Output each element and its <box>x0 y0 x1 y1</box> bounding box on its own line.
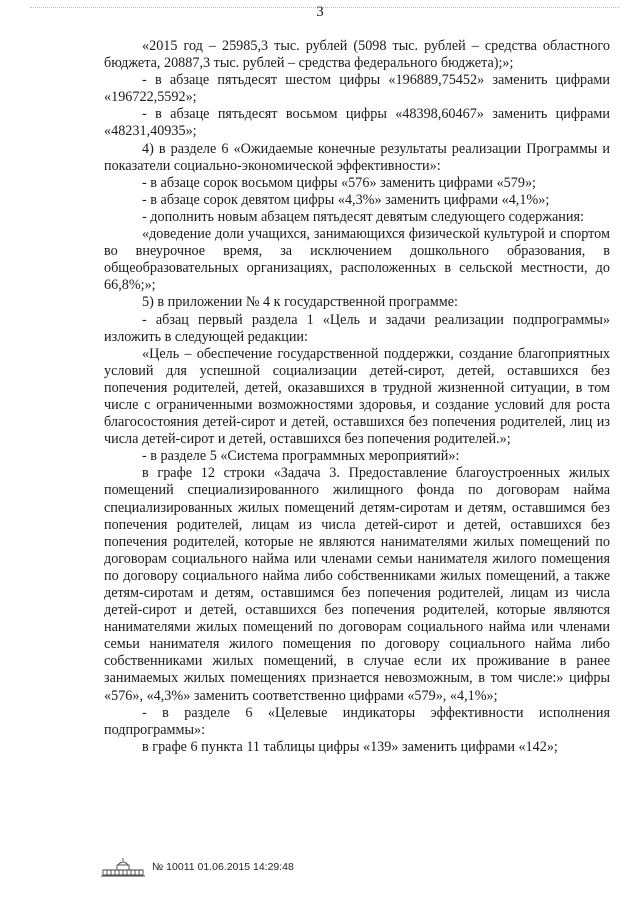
paragraph: - абзац первый раздела 1 «Цель и задачи реализации подпрограммы» изложить в следующей редакции: <box>104 311 610 345</box>
paragraph: 5) в приложении № 4 к государственной программе: <box>142 294 458 311</box>
paragraph: - в абзаце пятьдесят восьмом цифры «48398,60467» заменить цифрами «48231,40935»; <box>104 106 610 140</box>
paragraph: в графе 6 пункта 11 таблицы цифры «139» заменить цифрами «142»; <box>142 738 558 755</box>
registration-stamp: № 10011 01.06.2015 14:29:48 <box>152 861 294 873</box>
paragraph: 4) в разделе 6 «Ожидаемые конечные результаты реализации Программы и показатели социально-экономической эффективности»: <box>104 140 610 174</box>
paragraph: - в абзаце сорок восьмом цифры «576» заменить цифрами «579»; <box>142 174 536 191</box>
document-body <box>104 38 610 756</box>
paragraph: «Цель – обеспечение государственной поддержки, создание благоприятных условий для успешной социализации детей-сирот, детей, оставшихся без попечения родителей, детей, оказавшихся в трудной жизненной ситуации, в том числе с ограниченными возможностями здоровья, и создание условий для роста благосостояния детей-сирот и детей, оставшихся без попечения родителей, лиц из числа детей-сирот и детей, оставшихся без попечения родителей.»; <box>104 345 610 448</box>
building-logo-icon <box>100 856 146 878</box>
page-number: 3 <box>316 4 324 20</box>
paragraph: - в разделе 6 «Целевые индикаторы эффективности исполнения подпрограммы»: <box>104 704 610 738</box>
paragraph: «2015 год – 25985,3 тыс. рублей (5098 тыс. рублей – средства областного бюджета, 20887,3 тыс. рублей – средства федерального бюджета);»; <box>104 38 610 72</box>
paragraph: «доведение доли учащихся, занимающихся физической культурой и спортом во внеурочное время, за исключением дошкольного образования, в общеобразовательных организациях, расположенных в сельской местности, до 66,8%;»; <box>104 226 610 294</box>
registration-footer <box>100 855 294 879</box>
paragraph: - в абзаце пятьдесят шестом цифры «196889,75452» заменить цифрами «196722,5592»; <box>104 72 610 106</box>
paragraph: - дополнить новым абзацем пятьдесят девятым следующего содержания: <box>142 208 584 225</box>
paragraph: - в разделе 5 «Система программных мероприятий»: <box>142 448 460 465</box>
paragraph: - в абзаце сорок девятом цифры «4,3%» заменить цифрами «4,1%»; <box>142 191 550 208</box>
paragraph: в графе 12 строки «Задача 3. Предоставление благоустроенных жилых помещений специализированного жилищного фонда по договорам найма специализированных жилых помещений детям-сиротам и детям, оставшимся без попечения родителей, лицам из числа детей-сирот и детей, оставшихся без попечения родителей, которые не являются нанимателями жилых помещений по договорам социального найма или членами семьи нанимателя жилого помещения по договору социального найма либо собственниками жилых помещений, а также детям-сиротам и детям, оставшимся без попечения родителей, лицам из числа детей-сирот и детей, оставшихся без попечения родителей, которые являются нанимателями жилых помещений по договорам социального найма или членами семьи нанимателя жилого помещения по договору социального найма либо собственниками жилых помещений, в случае если их проживание в ранее занимаемых жилых помещениях признается невозможным, в том числе:» цифры «576», «4,3%» заменить соответственно цифрами «579», «4,1%»; <box>104 465 610 704</box>
